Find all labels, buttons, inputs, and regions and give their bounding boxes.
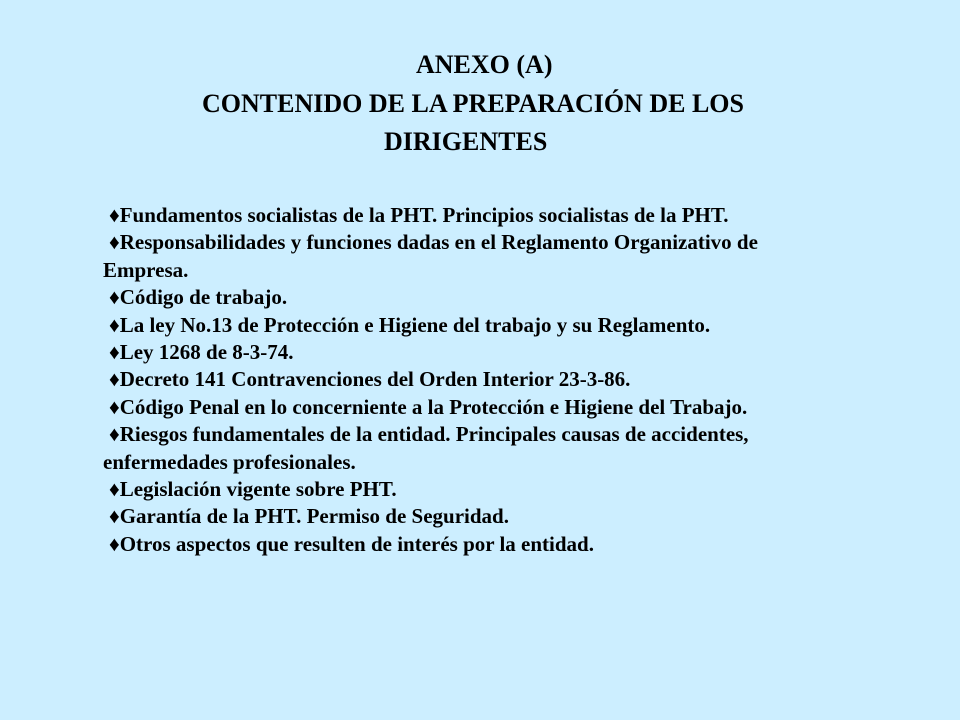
list-item: [103, 229, 936, 284]
diamond-bullet-icon: ♦: [109, 285, 120, 310]
diamond-bullet-icon: ♦: [109, 504, 120, 529]
diamond-bullet-icon: ♦: [109, 340, 120, 365]
annex-title: ANEXO (A): [416, 50, 553, 79]
item-text: Riesgos fundamentales de la entidad. Principales causas de accidentes,: [119, 422, 749, 447]
list-item: [106, 394, 936, 421]
diamond-bullet-icon: ♦: [109, 203, 120, 227]
item-text: Legislación vigente sobre PHT.: [119, 477, 397, 502]
item-text: Fundamentos socialistas de la PHT. Principios socialistas de la PHT.: [119, 203, 729, 227]
item-text: Código de trabajo.: [119, 285, 288, 310]
content-title-line-2: DIRIGENTES: [384, 127, 548, 156]
item-text: Decreto 141 Contravenciones del Orden Interior 23-3-86.: [119, 367, 631, 392]
list-item: [106, 284, 936, 311]
list-item: [103, 421, 936, 476]
diamond-bullet-icon: ♦: [109, 394, 120, 419]
item-text: Ley 1268 de 8-3-74.: [119, 340, 294, 365]
item-text: Responsabilidades y funciones dadas en el Reglamento Organizativo de: [119, 230, 758, 255]
diamond-bullet-icon: ♦: [109, 477, 120, 502]
item-text: Otros aspectos que resulten de interés por la entidad.: [119, 531, 594, 556]
item-text: Código Penal en lo concerniente a la Protección e Higiene del Trabajo.: [119, 394, 748, 419]
diamond-bullet-icon: ♦: [109, 230, 120, 255]
list-item: [106, 531, 936, 558]
list-item: [106, 202, 936, 229]
diamond-bullet-icon: ♦: [109, 312, 120, 337]
diamond-bullet-icon: ♦: [109, 531, 120, 556]
list-item: [106, 339, 936, 366]
content-title-line-1: CONTENIDO DE LA PREPARACIÓN DE LOS: [202, 89, 744, 118]
diamond-bullet-icon: ♦: [109, 422, 120, 447]
list-item: [106, 312, 936, 339]
item-text-continued: Empresa.: [103, 257, 189, 282]
diamond-bullet-icon: ♦: [109, 367, 120, 392]
item-text: Garantía de la PHT. Permiso de Seguridad.: [119, 504, 509, 529]
list-item: [106, 503, 936, 530]
list-item: [106, 476, 936, 503]
list-item: [106, 366, 936, 393]
topics-list: [103, 202, 936, 558]
item-text-continued: enfermedades profesionales.: [103, 449, 356, 474]
item-text: La ley No.13 de Protección e Higiene del trabajo y su Reglamento.: [119, 312, 711, 337]
